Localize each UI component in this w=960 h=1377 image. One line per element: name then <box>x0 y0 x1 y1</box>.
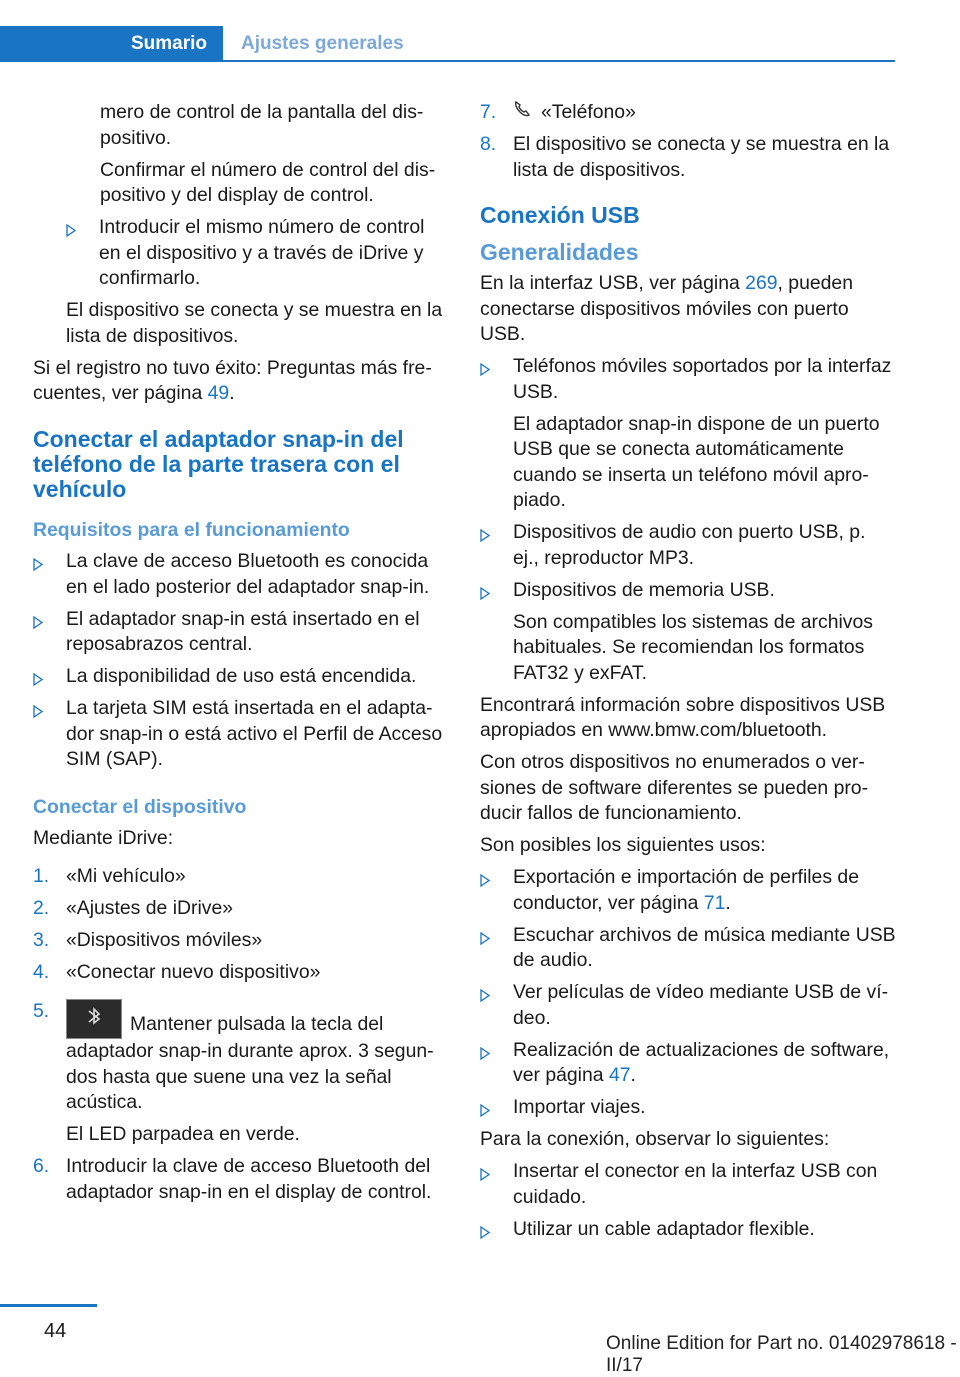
step-item: 3. «Dispositivos móviles» <box>33 928 443 954</box>
triangle-bullet-icon <box>33 549 66 600</box>
triangle-bullet-icon <box>33 696 66 773</box>
page-link[interactable]: 71 <box>703 891 726 914</box>
header-bar <box>0 26 895 62</box>
step-number: 2. <box>33 896 50 919</box>
right-column <box>480 100 896 1249</box>
subsection-heading: Conectar el dispositivo <box>33 795 247 818</box>
step-number: 3. <box>33 928 50 951</box>
paragraph: Son posibles los siguientes usos: <box>480 834 766 857</box>
paragraph: Para la conexión, observar lo siguientes: <box>480 1128 830 1151</box>
step-item: 1. «Mi vehículo» <box>33 864 443 890</box>
step-item: 6. Introducir la clave de acceso Bluetooth del adaptador snap-in en el display de control. <box>33 1154 443 1205</box>
paragraph: Con otros dispositivos no enumerados o versiones de software diferentes se pueden producir fallos de funcionamiento. <box>480 751 869 825</box>
list-item: Dispositivos de memoria USB. <box>480 578 896 604</box>
section-heading: Conexión USB <box>480 202 640 229</box>
triangle-bullet-icon <box>480 923 513 974</box>
list-item: Exportación e importación de perfiles de conductor, ver página 71. <box>480 865 896 916</box>
list-item: Insertar el conector en la interfaz USB con cuidado. <box>480 1159 896 1210</box>
paragraph: Si el registro no tuvo éxito: Preguntas más frecuentes, ver página 49. <box>33 356 432 404</box>
triangle-bullet-icon <box>33 607 66 658</box>
triangle-bullet-icon <box>66 215 99 292</box>
list-item: Utilizar un cable adaptador flexible. <box>480 1217 896 1243</box>
list-item: Teléfonos móviles soportados por la interfaz USB. <box>480 354 896 405</box>
step-number: 1. <box>33 864 50 887</box>
step-number: 4. <box>33 960 50 983</box>
step-number: 7. <box>480 101 497 123</box>
step-item: 2. «Ajustes de iDrive» <box>33 896 443 922</box>
triangle-bullet-icon <box>480 1217 513 1243</box>
list-item: Realización de actualizaciones de software, ver página 47. <box>480 1038 896 1089</box>
paragraph: En la interfaz USB, ver página 269, pueden conectarse dispositivos móviles con puerto USB. <box>480 272 853 346</box>
triangle-bullet-icon <box>480 578 513 604</box>
step-number: 8. <box>480 133 497 156</box>
list-item: Importar viajes. <box>480 1095 896 1121</box>
triangle-bullet-icon <box>480 520 513 571</box>
bluetooth-button-icon <box>66 999 122 1039</box>
footer-rule <box>0 1304 97 1307</box>
paragraph: Confirmar el número de control del dispositivo y del display de control. <box>100 158 436 206</box>
step-number: 6. <box>33 1155 50 1177</box>
page-link[interactable]: 269 <box>745 272 778 295</box>
page-link[interactable]: 49 <box>207 382 230 404</box>
triangle-bullet-icon <box>480 1038 513 1089</box>
left-column <box>33 100 443 1212</box>
section-subheading: Generalidades <box>480 239 639 266</box>
triangle-bullet-icon <box>480 865 513 916</box>
triangle-bullet-icon <box>33 664 66 690</box>
paragraph: El LED parpadea en verde. <box>66 1123 300 1145</box>
paragraph: Son compatibles los sistemas de archivos habituales. Se recomiendan los formatos FAT32 y exFAT. <box>513 610 873 684</box>
paragraph: mero de control de la pantalla del dispositivo. <box>100 101 424 149</box>
paragraph: Mediante iDrive: <box>33 827 174 849</box>
list-item: Introducir el mismo número de control en el dispositivo y a través de iDrive y confirmarlo. <box>33 215 443 292</box>
step-number: 5. <box>33 1000 50 1022</box>
header-rule <box>0 60 895 62</box>
list-item: El adaptador snap-in está insertado en el reposabrazos central. <box>33 607 443 658</box>
tab-sumario[interactable]: Sumario <box>0 26 223 62</box>
paragraph: Encontrará información sobre dispositivos USB apropiados en www.bmw.com/bluetooth. <box>480 693 886 742</box>
triangle-bullet-icon <box>480 1159 513 1210</box>
step-item: 8. El dispositivo se conecta y se muestra en la lista de dispositivos. <box>480 132 896 183</box>
paragraph: El adaptador snap-in dispone de un puerto USB que se conecta automáticamente cuando se inserta un teléfono móvil apropiado. <box>513 412 880 512</box>
phone-icon <box>513 100 533 126</box>
step-item: 5. Mantener pulsada la tecla del adaptador snap-in durante aprox. 3 segundos hasta que suene una vez la señal acústica. <box>33 999 443 1116</box>
triangle-bullet-icon <box>480 1095 513 1121</box>
section-heading: Conectar el adaptador snap-in del teléfono de la parte trasera con el vehículo <box>33 425 404 502</box>
list-item: La tarjeta SIM está insertada en el adaptador snap-in o está activo el Perfil de Acceso SIM (SAP). <box>33 696 443 773</box>
page-number: 44 <box>44 1320 67 1342</box>
edition-footer: Online Edition for Part no. 01402978618 - II/17 <box>606 1333 957 1376</box>
subsection-heading: Requisitos para el funcionamiento <box>33 518 350 541</box>
step-item: 7. «Teléfono» <box>480 100 896 126</box>
tab-ajustes-generales[interactable]: Ajustes generales <box>241 33 404 54</box>
page-link[interactable]: 47 <box>608 1064 631 1087</box>
step-item: 4. «Conectar nuevo dispositivo» <box>33 960 443 986</box>
list-item: La clave de acceso Bluetooth es conocida en el lado posterior del adaptador snap-in. <box>33 549 443 600</box>
triangle-bullet-icon <box>480 354 513 405</box>
paragraph: El dispositivo se conecta y se muestra en la lista de dispositivos. <box>66 299 443 347</box>
list-item: La disponibilidad de uso está encendida. <box>33 664 443 690</box>
list-item: Escuchar archivos de música mediante USB de audio. <box>480 923 896 974</box>
list-item: Ver películas de vídeo mediante USB de vídeo. <box>480 980 896 1031</box>
list-item: Dispositivos de audio con puerto USB, p. ej., reproductor MP3. <box>480 520 896 571</box>
triangle-bullet-icon <box>480 980 513 1031</box>
